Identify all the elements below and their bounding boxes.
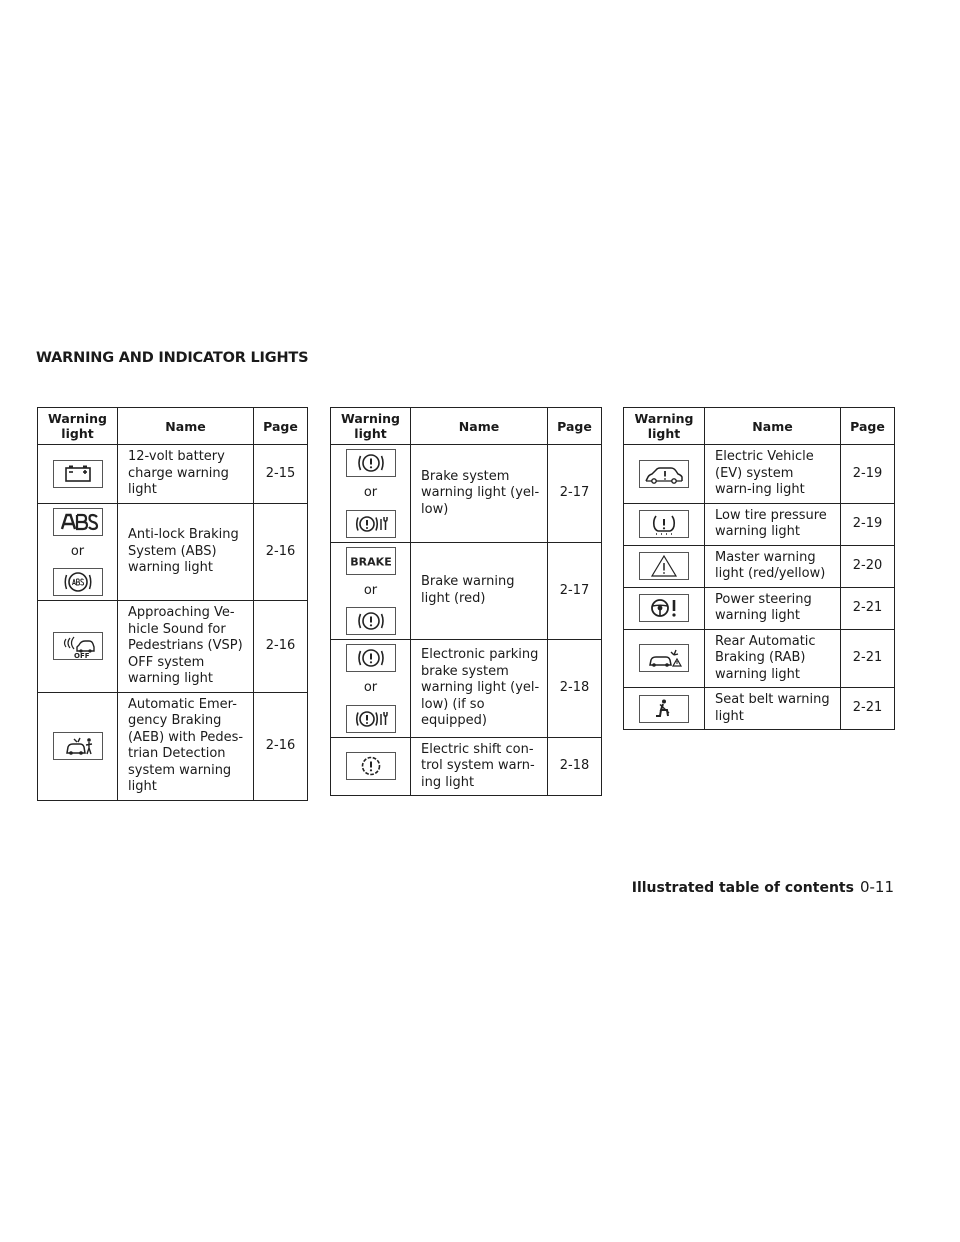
tire-pressure-icon <box>639 510 689 538</box>
warning-lights-table-3 <box>623 407 895 730</box>
table-row <box>624 587 895 629</box>
header-name: Name <box>118 408 254 445</box>
warning-name: Power steering warning light <box>705 587 841 629</box>
warning-name: Brake system warning light (yel-low) <box>411 445 548 543</box>
warning-light-cell <box>624 688 705 730</box>
section-title: WARNING AND INDICATOR LIGHTS <box>36 350 309 366</box>
header-warning-light: Warning light <box>341 411 400 441</box>
header-warning-light: Warning light <box>634 411 694 441</box>
table-header <box>331 408 602 445</box>
ev-car-icon <box>639 460 689 488</box>
warning-name: Low tire pressure warning light <box>705 503 841 545</box>
table-row <box>38 601 308 693</box>
page-reference: 2-16 <box>254 503 308 601</box>
vsp-off-icon <box>53 632 103 660</box>
rear-braking-icon <box>639 644 689 672</box>
table-row <box>624 503 895 545</box>
table-row <box>331 542 602 640</box>
header-warning-light: Warning light <box>48 411 107 441</box>
table-row <box>624 629 895 688</box>
table-row <box>624 545 895 587</box>
seat-belt-icon <box>639 695 689 723</box>
warning-light-cell <box>331 445 411 543</box>
table-row <box>331 445 602 543</box>
svg-text:BRAKE: BRAKE <box>349 555 392 568</box>
page-reference: 2-18 <box>548 640 602 738</box>
table-row <box>331 737 602 796</box>
table-row <box>624 688 895 730</box>
table-header <box>624 408 895 445</box>
warning-light-cell <box>38 445 118 504</box>
brake-wrench-icon <box>346 510 396 538</box>
page-reference: 2-19 <box>841 503 895 545</box>
warning-name: Master warning light (red/yellow) <box>705 545 841 587</box>
warning-name: Approaching Ve-hicle Sound for Pedestrians (VSP) OFF system warning light <box>118 601 254 693</box>
warning-name: Automatic Emer-gency Braking (AEB) with Pedes-trian Detection system warning light <box>118 692 254 800</box>
page-reference: 2-15 <box>254 445 308 504</box>
page-reference: 2-21 <box>841 629 895 688</box>
table-row <box>624 445 895 504</box>
table-header <box>38 408 308 445</box>
warning-name: 12-volt battery charge warning light <box>118 445 254 504</box>
brake-wrench-icon <box>346 705 396 733</box>
warning-name: Brake warning light (red) <box>411 542 548 640</box>
abs-text-icon <box>53 508 103 536</box>
or-label: or <box>70 543 85 559</box>
warning-lights-table-1 <box>37 407 308 801</box>
table-row <box>38 692 308 800</box>
warning-light-cell <box>624 503 705 545</box>
warning-light-cell <box>624 545 705 587</box>
page-reference: 2-21 <box>841 587 895 629</box>
abs-circle-icon <box>53 568 103 596</box>
warning-light-cell <box>38 601 118 693</box>
shift-gear-icon <box>346 752 396 780</box>
or-label: or <box>363 680 378 695</box>
warning-name: Electric shift con-trol system warn-ing light <box>411 737 548 796</box>
brake-circle-icon <box>346 449 396 477</box>
warning-light-cell <box>38 503 118 601</box>
or-label: or <box>363 582 378 598</box>
warning-name: Seat belt warning light <box>705 688 841 730</box>
battery-icon <box>53 460 103 488</box>
warning-name: Electric Vehicle (EV) system warn-ing light <box>705 445 841 504</box>
warning-light-cell <box>331 737 411 796</box>
page-reference: 2-20 <box>841 545 895 587</box>
page-reference: 2-16 <box>254 692 308 800</box>
warning-light-cell <box>331 542 411 640</box>
warning-light-cell <box>331 640 411 738</box>
warning-light-cell <box>624 629 705 688</box>
warning-light-cell <box>38 692 118 800</box>
page-reference: 2-17 <box>548 542 602 640</box>
page-reference: 2-16 <box>254 601 308 693</box>
page-reference: 2-21 <box>841 688 895 730</box>
warning-name: Electronic parking brake system warning light (yel-low) (if so equipped) <box>411 640 548 738</box>
table-row <box>38 445 308 504</box>
header-page: Page <box>254 408 308 445</box>
header-page: Page <box>841 408 895 445</box>
page-reference: 2-19 <box>841 445 895 504</box>
brake-circle-icon <box>346 644 396 672</box>
warning-light-cell <box>624 587 705 629</box>
table-row <box>331 640 602 738</box>
warning-lights-table-2 <box>330 407 602 796</box>
header-name: Name <box>411 408 548 445</box>
warning-light-cell <box>624 445 705 504</box>
header-name: Name <box>705 408 841 445</box>
power-steering-icon <box>639 594 689 622</box>
brake-circle-icon <box>346 607 396 635</box>
warning-name: Anti-lock Braking System (ABS) warning light <box>118 503 254 601</box>
brake-text-icon <box>346 547 396 575</box>
footer-page-number: 0-11 <box>859 878 894 896</box>
master-warning-icon <box>639 552 689 580</box>
svg-text:OFF: OFF <box>73 652 90 660</box>
page-reference: 2-17 <box>548 445 602 543</box>
or-label: or <box>363 485 378 500</box>
page-reference: 2-18 <box>548 737 602 796</box>
header-page: Page <box>548 408 602 445</box>
aeb-pedestrian-icon <box>53 732 103 760</box>
warning-name: Rear Automatic Braking (RAB) warning light <box>705 629 841 688</box>
table-row <box>38 503 308 601</box>
footer-title: Illustrated table of contents <box>631 880 854 896</box>
page-footer <box>632 877 894 896</box>
